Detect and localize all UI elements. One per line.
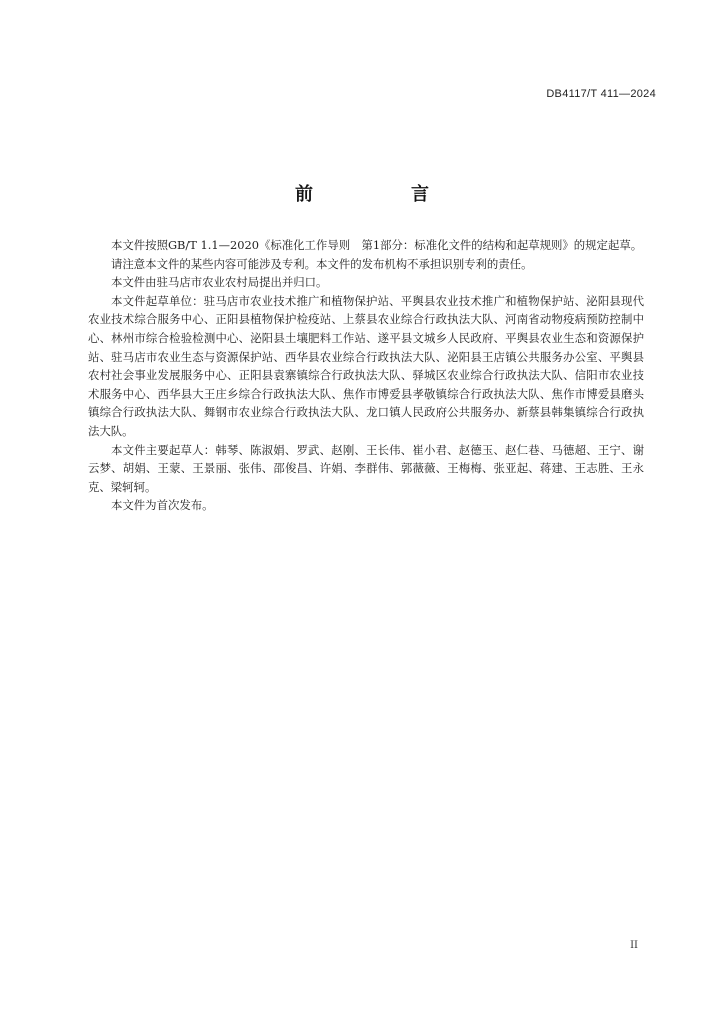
standard-code: DB4117/T 411—2024 xyxy=(546,88,656,100)
paragraph-first-release: 本文件为首次发布。 xyxy=(111,498,214,513)
paragraph-proposer: 本文件由驻马店市农业农村局提出并归口。 xyxy=(111,275,328,290)
foreword-body xyxy=(88,236,644,515)
paragraph-drafters: 本文件主要起草人：韩琴、陈淑娟、罗武、赵刚、王长伟、崔小君、赵德玉、赵仁巷、马德超、王宁、谢云梦、胡娟、王蒙、王景丽、张伟、邵俊昌、许娟、李群伟、郭薇薇、王梅梅、张亚起、蒋建、王志胜、王永克、梁轲轲。 xyxy=(88,442,644,494)
paragraph-patent-notice: 请注意本文件的某些内容可能涉及专利。本文件的发布机构不承担识别专利的责任。 xyxy=(111,256,533,271)
paragraph-drafting-rules: 本文件按照GB/T 1.1—2020《标准化工作导则 第1部分：标准化文件的结构和起草规则》的规定起草。 xyxy=(111,238,643,252)
paragraph-drafting-units: 本文件起草单位：驻马店市农业技术推广和植物保护站、平舆县农业技术推广和植物保护站、泌阳县现代农业技术综合服务中心、正阳县植物保护检疫站、上蔡县农业综合行政执法大队、河南省动物疫病预防控制中心、林州市综合检验检测中心、泌阳县土壤肥料工作站、遂平县文城乡人民政府、平舆县农业生态和资源保护站、驻马店市农业生态与资源保护站、西华县农业综合行政执法大队、泌阳县王店镇公共服务办公室、平舆县农村社会事业发展服务中心、正阳县袁寨镇综合行政执法大队、驿城区农业综合行政执法大队、信阳市农业技术服务中心、西华县大王庄乡综合行政执法大队、焦作市博爱县孝敬镇综合行政执法大队、焦作市博爱县磨头镇综合行政执法大队、舞钢市农业综合行政执法大队、龙口镇人民政府公共服务办、新蔡县韩集镇综合行政执法大队。 xyxy=(88,293,644,438)
page-title: 前 言 xyxy=(295,184,469,205)
page-number: II xyxy=(630,940,638,951)
